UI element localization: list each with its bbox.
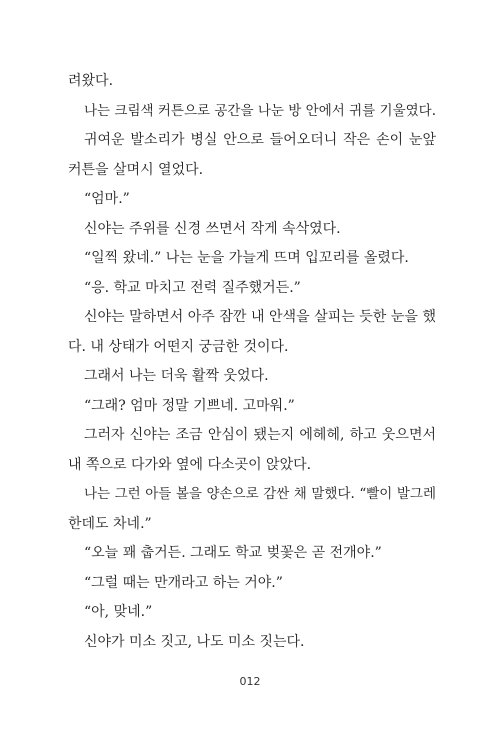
text-line: 다. 내 상태가 어떤지 궁금한 것이다. — [68, 338, 289, 355]
text-line: 커튼을 살며시 열었다. — [68, 161, 204, 178]
text-line: “그래? 엄마 정말 기쁘네. 고마워.” — [84, 397, 295, 414]
text-line: “응. 학교 마치고 전력 질주했거든.” — [84, 279, 301, 296]
text-line: 신야가 미소 짓고, 나도 미소 짓는다. — [84, 633, 305, 650]
body-text — [68, 67, 436, 657]
text-line: 귀여운 발소리가 병실 안으로 들어오더니 작은 손이 눈앞 — [84, 132, 436, 148]
text-line: “그럴 때는 만개라고 하는 거야.” — [84, 574, 283, 591]
text-line: 나는 그런 아들 볼을 양손으로 감싼 채 말했다. “빨이 발그레 — [84, 486, 436, 502]
text-line: “엄마.” — [84, 191, 130, 207]
text-line: 신야는 말하면서 아주 잠깐 내 안색을 살피는 듯한 눈을 했 — [84, 309, 436, 325]
page-number: 012 — [239, 675, 261, 688]
text-line: 내 쪽으로 다가와 옆에 다소곳이 앉았다. — [68, 456, 312, 473]
text-line: 그러자 신야는 조금 안심이 됐는지 에헤헤, 하고 웃으면서 — [84, 427, 436, 443]
text-line: 신야는 주위를 신경 쓰면서 작게 속삭였다. — [84, 220, 341, 237]
text-line: 한데도 차네.” — [68, 515, 152, 532]
text-line: “아, 맞네.” — [84, 604, 153, 620]
text-line: 나는 크림색 커튼으로 공간을 나눈 방 안에서 귀를 기울였다. — [84, 102, 436, 119]
text-line: “일찍 왔네.” 나는 눈을 가늘게 뜨며 입꼬리를 올렸다. — [84, 250, 409, 266]
text-line: 그래서 나는 더욱 활짝 웃었다. — [84, 368, 269, 384]
text-line: “오늘 꽤 춥거든. 그래도 학교 벚꽃은 곧 전개야.” — [84, 545, 382, 561]
text-line: 려왔다. — [68, 73, 114, 89]
